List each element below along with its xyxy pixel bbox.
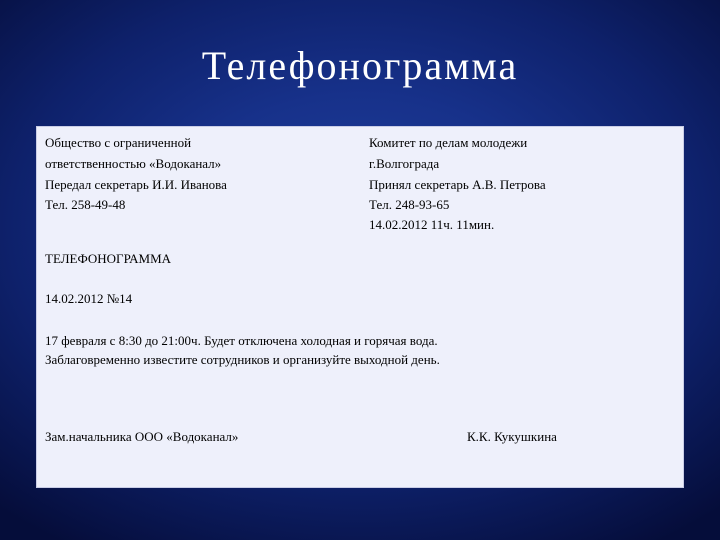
recipient-line-city: г.Волгограда xyxy=(369,156,440,171)
recipient-line-datetime: 14.02.2012 11ч. 11мин. xyxy=(369,217,495,232)
signature-name: К.К. Кукушкина xyxy=(467,429,557,444)
sender-line-transmitted-by: Передал секретарь И.И. Иванова xyxy=(45,177,227,192)
sender-line-organization-name: ответственностью «Водоканал» xyxy=(45,156,222,171)
sender-line-phone: Тел. 258-49-48 xyxy=(45,197,126,212)
document-date-number: 14.02.2012 №14 xyxy=(45,291,133,306)
recipient-line-phone: Тел. 248-93-65 xyxy=(369,197,450,212)
document-heading: ТЕЛЕФОНОГРАММА xyxy=(45,251,172,266)
signature-position: Зам.начальника ООО «Водоканал» xyxy=(45,429,239,444)
recipient-line-committee: Комитет по делам молодежи xyxy=(369,135,528,150)
body-line-2: Заблаговременно известите сотрудников и организуйте выходной день. xyxy=(45,352,440,367)
slide-title: Телефонограмма xyxy=(201,43,519,88)
body-line-1: 17 февраля с 8:30 до 21:00ч. Будет отключена холодная и горячая вода. xyxy=(45,333,438,348)
sender-line-organization: Общество с ограниченной xyxy=(45,135,192,150)
recipient-line-received-by: Принял секретарь А.В. Петрова xyxy=(369,177,546,192)
telephonogram-document xyxy=(36,126,684,488)
